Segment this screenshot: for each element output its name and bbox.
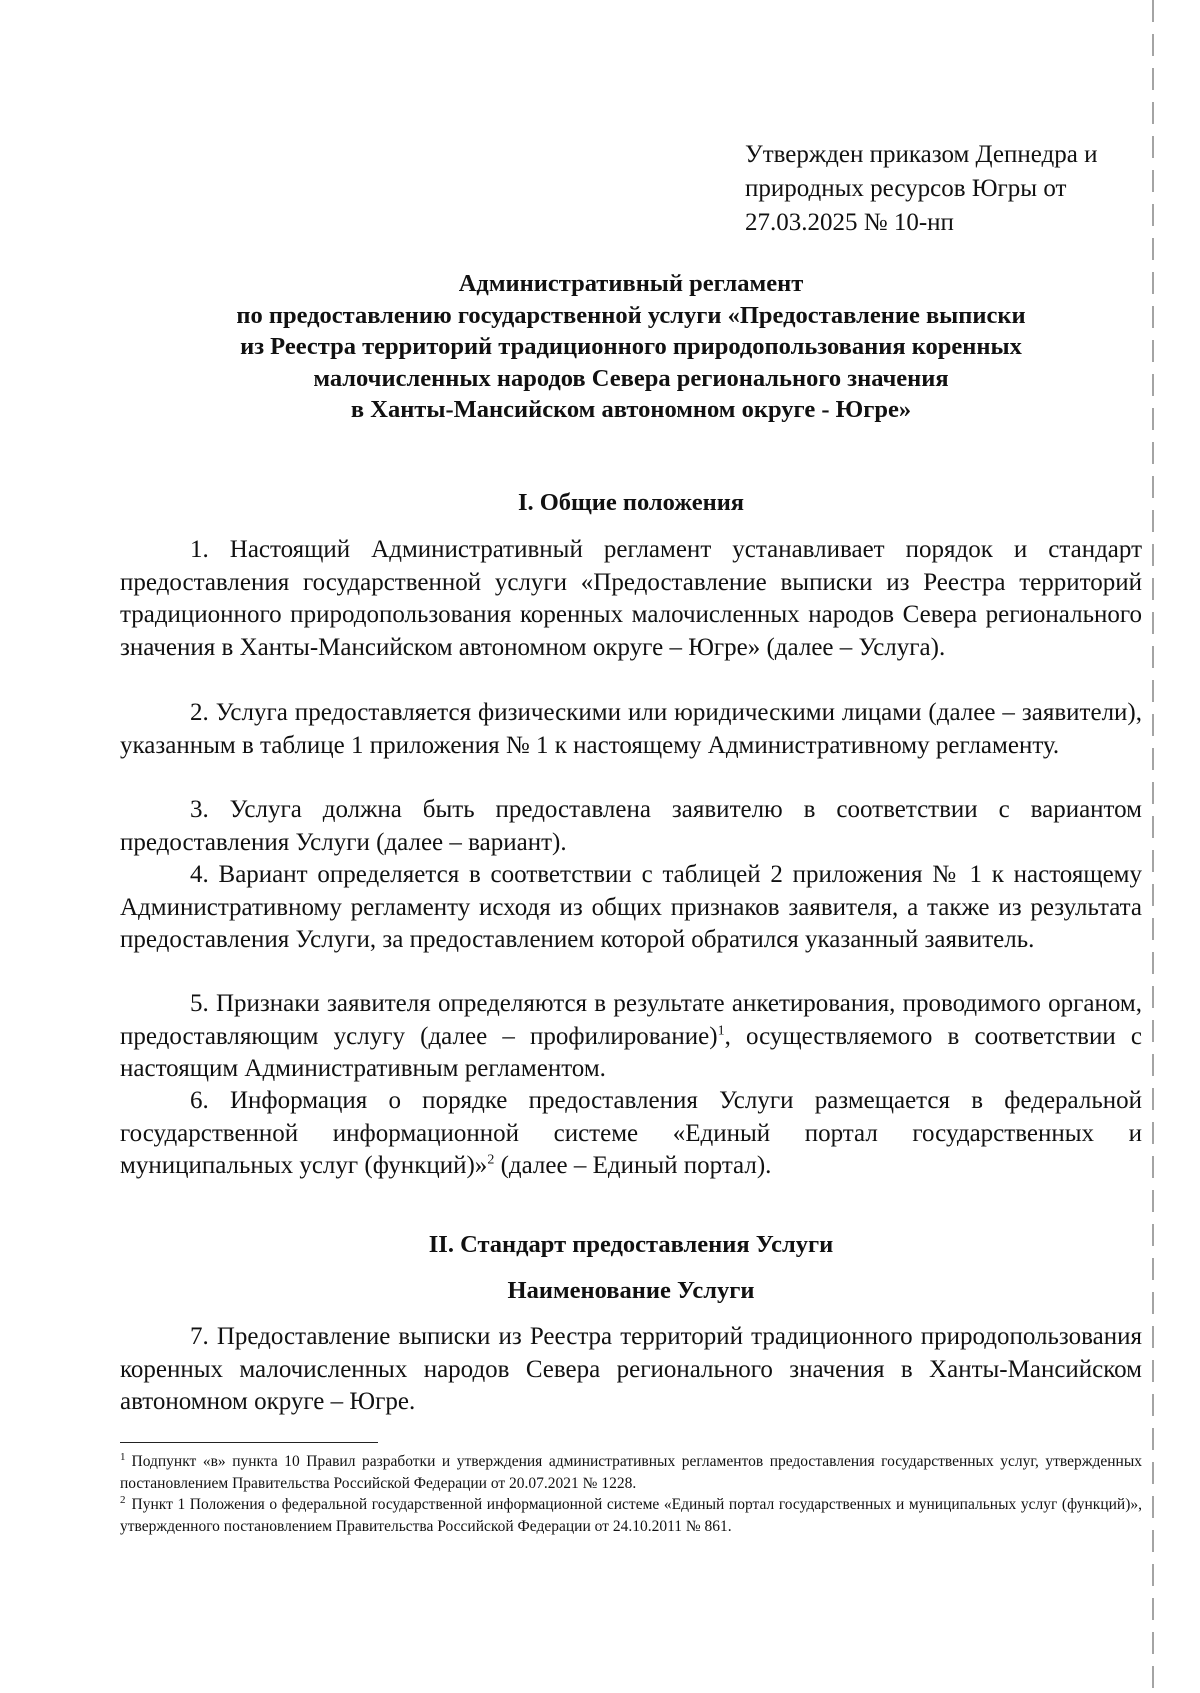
paragraph-5-text: 5. Признаки заявителя определяются в результате анкетирования, проводимого органом, предоставляющим услугу (далее – профилирование) — [120, 990, 1142, 1050]
footnote-1-mark: 1 — [120, 1450, 126, 1463]
title-line-5: в Ханты-Мансийском автономном округе - Югре» — [350, 396, 912, 423]
title-line-4: малочисленных народов Севера регионального значения — [313, 364, 949, 392]
title-line-1: Административный регламент — [458, 270, 804, 297]
footnote-2-mark: 2 — [120, 1493, 126, 1506]
section-2-heading: II. Стандарт предоставления Услуги — [428, 1231, 834, 1258]
footnote-2 — [120, 1494, 1142, 1538]
paragraph-4: 4. Вариант определяется в соответствии с таблицей 2 приложения № 1 к настоящему Административному регламенту исходя из общих признаков заявителя, а также из результата предоставления Услуги, за предоставлением которой обратился указанный заявитель. — [120, 861, 1142, 953]
footnote-1-text: Подпункт «в» пункта 10 Правил разработки и утверждения административных регламентов предоставления государственных услуг, утвержденных постановлением Правительства Российской Федерации от 20.07.2021 № 1228. — [120, 1453, 1142, 1492]
paragraph-6-text: 6. Информация о порядке предоставления Услуги размещается в федеральной государственной информационной системе «Единый портал государственных и муниципальных услуг (функций)» — [120, 1087, 1142, 1179]
paragraph-1: 1. Настоящий Административный регламент устанавливает порядок и стандарт предоставления государственной услуги «Предоставление выписки из Реестра территорий традиционного природопользования коренных малочисленных народов Севера регионального значения в Ханты-Мансийском автономном округе – Югре» (далее – Услуга). — [120, 536, 1142, 661]
approval-line-1: Утвержден приказом Депнедра и — [745, 141, 1098, 168]
paragraph-5-text-end: , осуществляемого в соответствии с настоящим Административным регламентом. — [120, 1022, 1142, 1082]
title-line-2: по предоставлению государственной услуги «Предоставление выписки — [236, 301, 1026, 329]
paragraph-7: 7. Предоставление выписки из Реестра территорий традиционного природопользования коренных малочисленных народов Севера регионального значения в Ханты-Мансийском автономном округе – Югре. — [120, 1323, 1142, 1415]
footnote-ref-2: 2 — [487, 1152, 495, 1168]
footnote-1 — [120, 1451, 1142, 1495]
footnote-2-text: Пункт 1 Положения о федеральной государственной информационной системе «Единый портал государственных и муниципальных услуг (функций)», утвержденного постановлением Правительства Российской Федерации от 24.10.2011 № 861. — [120, 1496, 1142, 1535]
subsection-heading: Наименование Услуги — [507, 1277, 755, 1304]
footnote-ref-1: 1 — [717, 1023, 725, 1039]
paragraph-3: 3. Услуга должна быть предоставлена заявителю в соответствии с вариантом предоставления Услуги (далее – вариант). — [120, 796, 1142, 856]
paragraph-6 — [120, 1085, 1142, 1183]
document-title — [120, 268, 1142, 426]
paragraph-5 — [120, 988, 1142, 1086]
title-line-3: из Реестра территорий традиционного природопользования коренных — [240, 333, 1022, 360]
paragraph-6-text-end: (далее – Единый портал). — [494, 1152, 772, 1179]
approval-stamp-text — [745, 138, 1155, 240]
scan-edge-artifact — [1152, 0, 1154, 1693]
approval-line-3: 27.03.2025 № 10-нп — [745, 209, 954, 236]
paragraph-2: 2. Услуга предоставляется физическими или юридическими лицами (далее – заявители), указанным в таблице 1 приложения № 1 к настоящему Административному регламенту. — [120, 699, 1142, 759]
footnote-separator — [120, 1442, 378, 1443]
approval-line-2: природных ресурсов Югры от — [745, 175, 1067, 202]
section-1-heading: I. Общие положения — [517, 489, 745, 516]
